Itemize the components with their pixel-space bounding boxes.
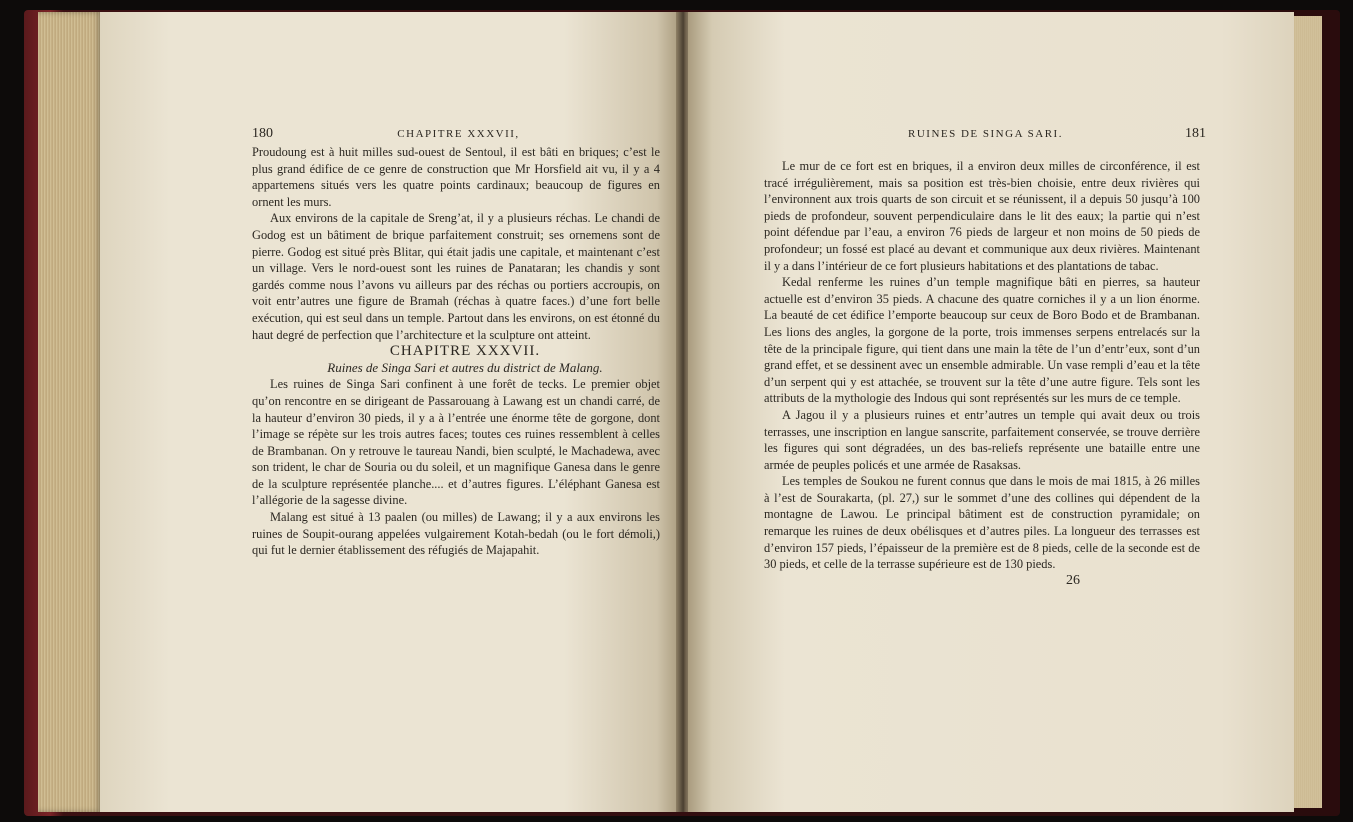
signature-mark: 26 [1066,572,1080,588]
page-edges-left [38,12,102,812]
right-page-text [764,158,1200,589]
right-paragraph-1: Le mur de ce fort est en briques, il a environ deux milles de circonférence, il est tracé irrégulièrement, mais sa position est très-bien choisie, entre deux rivières qui l’environnent aux trois quarts de son circuit et se réunissent, il a depuis 50 jusqu’à 100 pieds de profondeur, souvent perpendiculaire dans le lit des eaux; la partie qui n’est point défendue par l’eau, a environ 76 pieds de largeur et non moins de 50 pieds de profondeur; un fossé est placé au devant et communique aux deux rivières. Maintenant il y a dans l’intérieur de ce fort plusieurs habitations et des plantations de tabac. [764,159,1200,273]
left-page-number: 180 [252,126,273,141]
left-paragraph-4: Malang est situé à 13 paalen (ou milles) de Lawang; il y a aux environs les ruines de Soupit-ourang appelées vulgairement Kotah-bedah (ou le fort démoli,) qui fut le dernier établissement des réfugiés de Majapahit. [252,510,660,558]
chapter-title: CHAPITRE XXXVII. [389,343,541,360]
right-paragraph-2: Kedal renferme les ruines d’un temple magnifique bâti en pierres, sa hauteur actuelle est d’environ 35 pieds. A chacune des quatre corniches il y a un lion énorme. La beauté de cet édifice l’emporte beaucoup sur ceux de Boro Bodo et de Brambanan. Les lions des angles, la gorgone de la porte, trois immenses serpens entrelacés sur la tête de la principale figure, qui tient dans une main la tête de l’un d’entr’eux, sont d’un grand effet, et se dessinent avec un ensemble admirable. Un vase rempli d’eau et la tête d’un serpent qui y est attachée, se trouvent sur la tête d’une autre figure. Tels sont les attributs de la mythologie des Indous qui sont représentés sur les murs de ce temple. [764,275,1200,406]
left-page [100,12,680,812]
right-paragraph-4: Les temples de Soukou ne furent connus que dans le mois de mai 1815, à 26 milles à l’est de Sourakarta, (pl. 27,) sur le sommet d’une des collines qui dépendent de la montagne de Lawou. Le principal bâtiment est de construction pyramidale; on remarque les ruines de deux obélisques et d’autres piles. La longueur des terrasses est d’environ 157 pieds, l’épaisseur de la première est de 8 pieds, celle de la seconde est de 30 pieds, et celle de la terrasse supérieure est de 130 pieds. [764,474,1200,572]
right-page-number: 181 [1185,126,1206,141]
left-paragraph-continued: Proudoung est à huit milles sud-ouest de Sentoul, il est bâti en briques; c’est le plus grand édifice de ce genre de construction que Mr Horsfield ait vu, il y a 4 appartemens situés vers les quatre points cardinaux; beaucoup de figures en ornent les murs. [252,145,660,209]
left-running-title: CHAPITRE XXXVII, [397,128,520,140]
left-paragraph-2: Aux environs de la capitale de Sreng’at, il y a plusieurs réchas. Le chandi de Godog est un bâtiment de brique parfaitement construit; ses ornemens sont de pierre. Godog est situé près Blitar, qui était jadis une capitale, et maintenant c’est un village. Vers le nord-ouest sont les ruines de Panataran; les chandis y sont gardés comme nous l’avons vu ailleurs par des réchas ou portiers accroupis, on voit entr’autres une figure de Bramah (réchas à quatre faces.) d’une fort belle exécution, qui est seul dans un temple. Partout dans les environs, on est étonné du haut degré de perfection que l’architecture et la sculpture ont atteint. [252,211,660,342]
chapter-subtitle: Ruines de Singa Sari et autres du district de Malang. [327,359,603,375]
page-edges-right [1292,16,1322,808]
right-running-title: RUINES DE SINGA SARI. [908,128,1063,140]
left-page-text [252,144,660,559]
left-running-head [252,126,644,142]
left-paragraph-3: Les ruines de Singa Sari confinent à une forêt de tecks. Le premier objet qu’on rencontre en se dirigeant de Passarouang à Lawang est un chandi carré, de la hauteur d’environ 30 pieds, il y a à l’entrée une énorme tête de gorgone, dont l’image se répète sur les trois autres faces; toutes ces ruines ressemblent à celles de Brambanan. On y retrouve le taureau Nandi, bien sculpté, le Machadewa, avec son trident, le char de Souria ou du soleil, et un magnifique Ganesa dans le genre de la sculpture représentée planche.... et d’autres figures. L’éléphant Ganesa est l’allégorie de la sagesse divine. [252,377,660,508]
right-page [688,12,1294,812]
right-running-head [786,126,1206,142]
right-paragraph-3: A Jagou il y a plusieurs ruines et entr’autres un temple qui avait deux ou trois terrasses, une inscription en langue sanscrite, parfaitement conservée, se trouve derrière les figures qui sont dégradées, un des bas-reliefs représente une bataille entre une armée de peuples policés et une armée de Rasaksas. [764,407,1200,472]
